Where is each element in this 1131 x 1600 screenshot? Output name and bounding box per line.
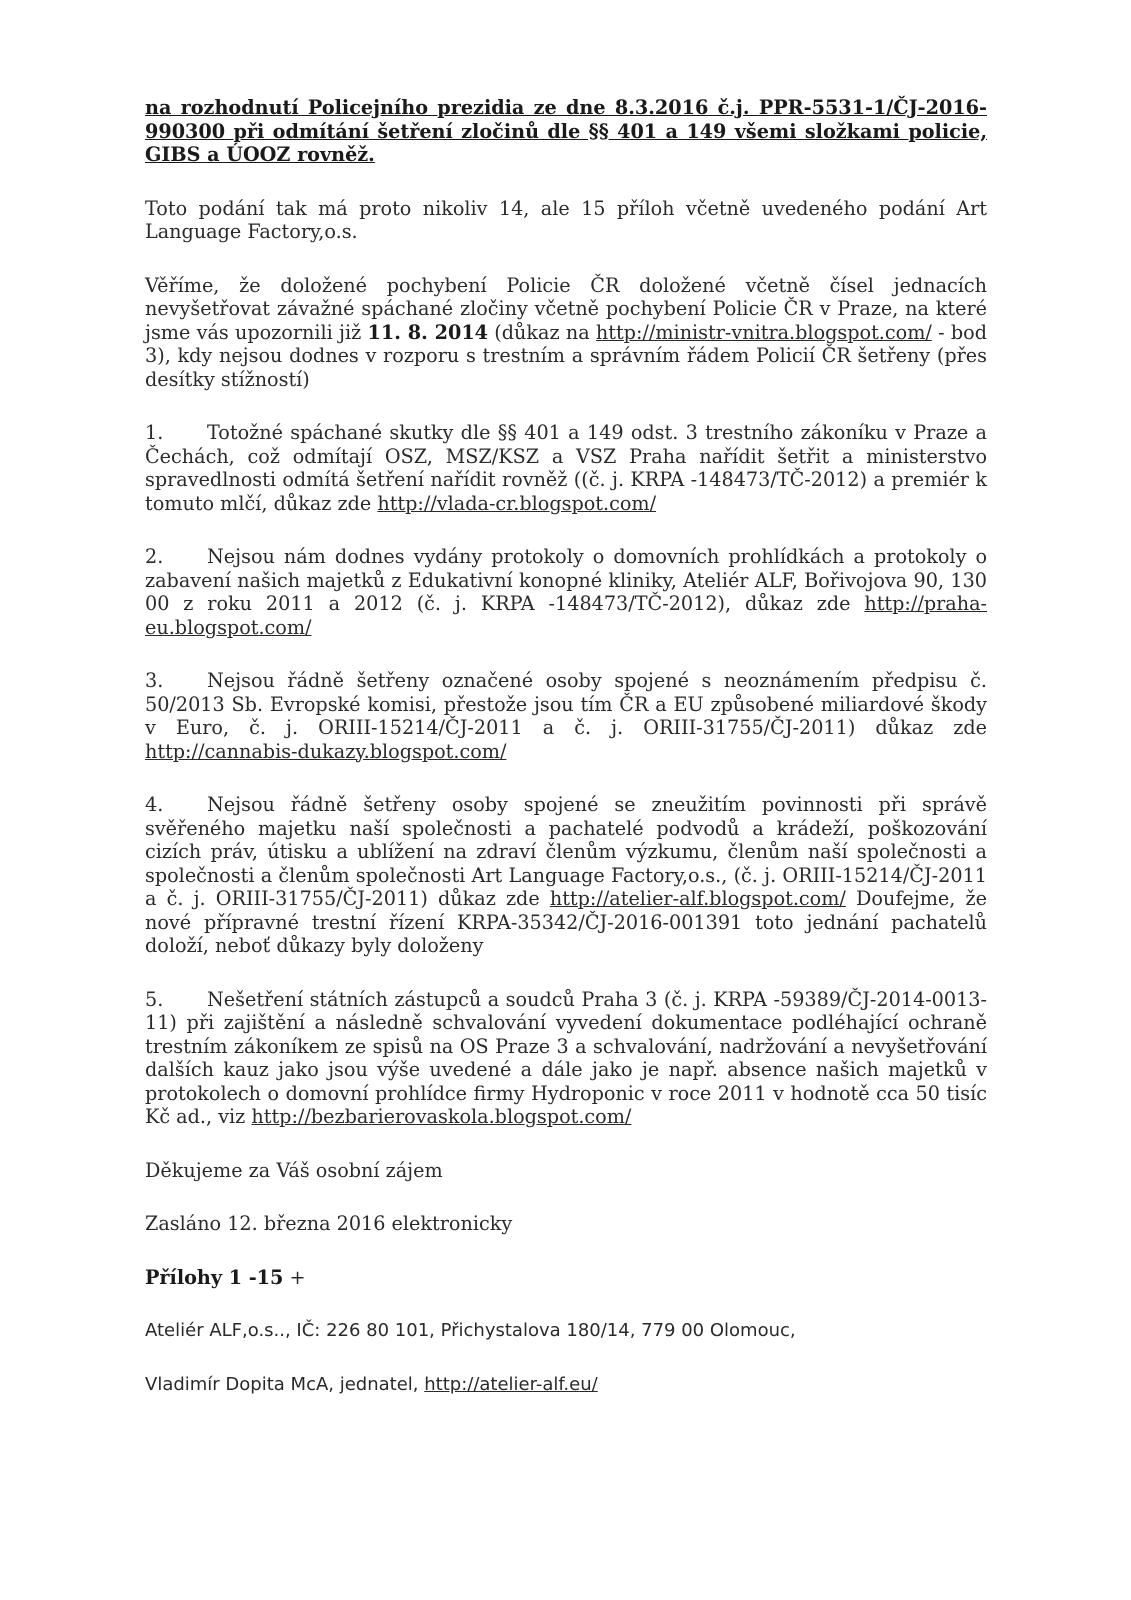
signature-line bbox=[145, 1373, 987, 1397]
item-after: Doufejme, že nové přípravné trestní řízení KRPA-35342/ČJ-2016-001391 toto jednání pachatelů doloží, neboť důkazy byly doloženy bbox=[145, 887, 987, 957]
signature-text: Vladimír Dopita McA, jednatel, bbox=[145, 1373, 425, 1395]
sent-line: Zasláno 12. března 2016 elektronicky bbox=[145, 1212, 513, 1235]
attachments-label: Přílohy 1 -15 bbox=[145, 1265, 284, 1289]
organization-line: Ateliér ALF,o.s.., IČ: 226 80 101, Přichystalova 180/14, 779 00 Olomouc, bbox=[145, 1320, 796, 1341]
item-number: 4. bbox=[145, 793, 164, 816]
list-item-3 bbox=[145, 669, 987, 763]
item-link[interactable]: http://atelier-alf.blogspot.com/ bbox=[549, 887, 846, 910]
list-item-4 bbox=[145, 793, 987, 958]
intro-paragraph bbox=[145, 197, 987, 244]
list-item-5 bbox=[145, 988, 987, 1129]
item-link[interactable]: http://cannabis-dukazy.blogspot.com/ bbox=[145, 739, 507, 763]
item-text: Totožné spáchané skutky dle §§ 401 a 149 odst. 3 trestního zákoníku v Praze a Čechách, což odmítají OSZ, MSZ/KSZ a VSZ Praha nařídit šetřit a ministerstvo spravedlnosti odmítá šetření nařídit rovněž ((č. j. KRPA -148473/TČ-2012) a premiér k tomuto mlčí, důkaz zde bbox=[145, 421, 987, 515]
thanks-line: Děkujeme za Váš osobní zájem bbox=[145, 1158, 443, 1182]
item-link[interactable]: http://bezbarierovaskola.blogspot.com/ bbox=[251, 1105, 632, 1128]
belief-date: 11. 8. 2014 bbox=[367, 320, 489, 344]
item-text: Nejsou řádně šetřeny označené osoby spojené s neoznámením předpisu č. 50/2013 Sb. Evropské komisi, přestože jsou tím ČR a EU způsobené miliardové škody v Euro, č. j. ORIII-15214/ČJ-2011 a č. j. ORIII-31755/ČJ-2011) důkaz zde bbox=[145, 669, 987, 739]
belief-text-3: - bod 3), kdy nejsou dodnes v rozporu s trestním a správním řádem Policií ČR šetřeny (přes desítky stížností) bbox=[145, 320, 987, 391]
attachments-line bbox=[145, 1266, 987, 1290]
signature-link[interactable]: http://atelier-alf.eu/ bbox=[424, 1373, 598, 1395]
belief-text-1: Věříme, že doložené pochybení Policie ČR doložené včetně čísel jednacích nevyšetřovat závažné spáchané zločiny včetně pochybení Policie ČR v Praze, na které jsme vás upozornili již bbox=[145, 273, 987, 344]
document-page bbox=[145, 96, 987, 1396]
list-item-2 bbox=[145, 545, 987, 639]
attachments-suffix: + bbox=[283, 1265, 306, 1289]
item-number: 3. bbox=[145, 669, 164, 692]
item-link[interactable]: http://praha-eu.blogspot.com/ bbox=[145, 592, 987, 639]
item-number: 1. bbox=[145, 421, 164, 444]
list-item-1 bbox=[145, 421, 987, 515]
item-text: Nejsou řádně šetřeny osoby spojené se zneužitím povinnosti při správě svěřeného majetku naší společnosti a pachatelé podvodů a krádeží, poškozování cizích práv, útisku a ublížení na zdraví členům výzkumu, členům naší společnosti a společnosti a členům společnosti Art Language Factory,o.s., (č. j. ORIII-15214/ČJ-2011 a č. j. ORIII-31755/ČJ-2011) důkaz zde bbox=[145, 793, 987, 910]
belief-link[interactable]: http://ministr-vnitra.blogspot.com/ bbox=[595, 320, 932, 344]
item-link[interactable]: http://vlada-cr.blogspot.com/ bbox=[377, 491, 657, 515]
item-number: 5. bbox=[145, 987, 164, 1011]
belief-paragraph bbox=[145, 274, 987, 392]
item-text: Nejsou nám dodnes vydány protokoly o domovních prohlídkách a protokoly o zabavení našich majetků z Edukativní konopné kliniky, Ateliér ALF, Bořivojova 90, 130 00 z roku 2011 a 2012 (č. j. KRPA -148473/TČ-2012), důkaz zde bbox=[145, 545, 987, 615]
intro-text: Toto podání tak má proto nikoliv 14, ale 15 příloh včetně uvedeného podání Art Language Factory,o.s. bbox=[145, 196, 987, 243]
belief-text-2: (důkaz na bbox=[488, 320, 596, 344]
item-number: 2. bbox=[145, 545, 164, 568]
document-header: na rozhodnutí Policejního prezidia ze dne 8.3.2016 č.j. PPR-5531-1/ČJ-2016-990300 při odmítání šetření zločinů dle §§ 401 a 149 všemi složkami policie, GIBS a ÚOOZ rovněž. bbox=[145, 96, 987, 166]
item-text: Nešetření státních zástupců a soudců Praha 3 (č. j. KRPA -59389/ČJ-2014-0013-11) při zajištění a následně schvalování vyvedení dokumentace podléhající ochraně trestním zákoníkem ze spisů na OS Praze 3 a schvalování, nadržování a nevyšetřování dalších kauz jako jsou výše uvedené a dále jako je např. absence našich majetků v protokolech o domovní prohlídce firmy Hydroponic v roce 2011 v hodnotě cca 50 tisíc Kč ad., viz bbox=[145, 987, 987, 1128]
